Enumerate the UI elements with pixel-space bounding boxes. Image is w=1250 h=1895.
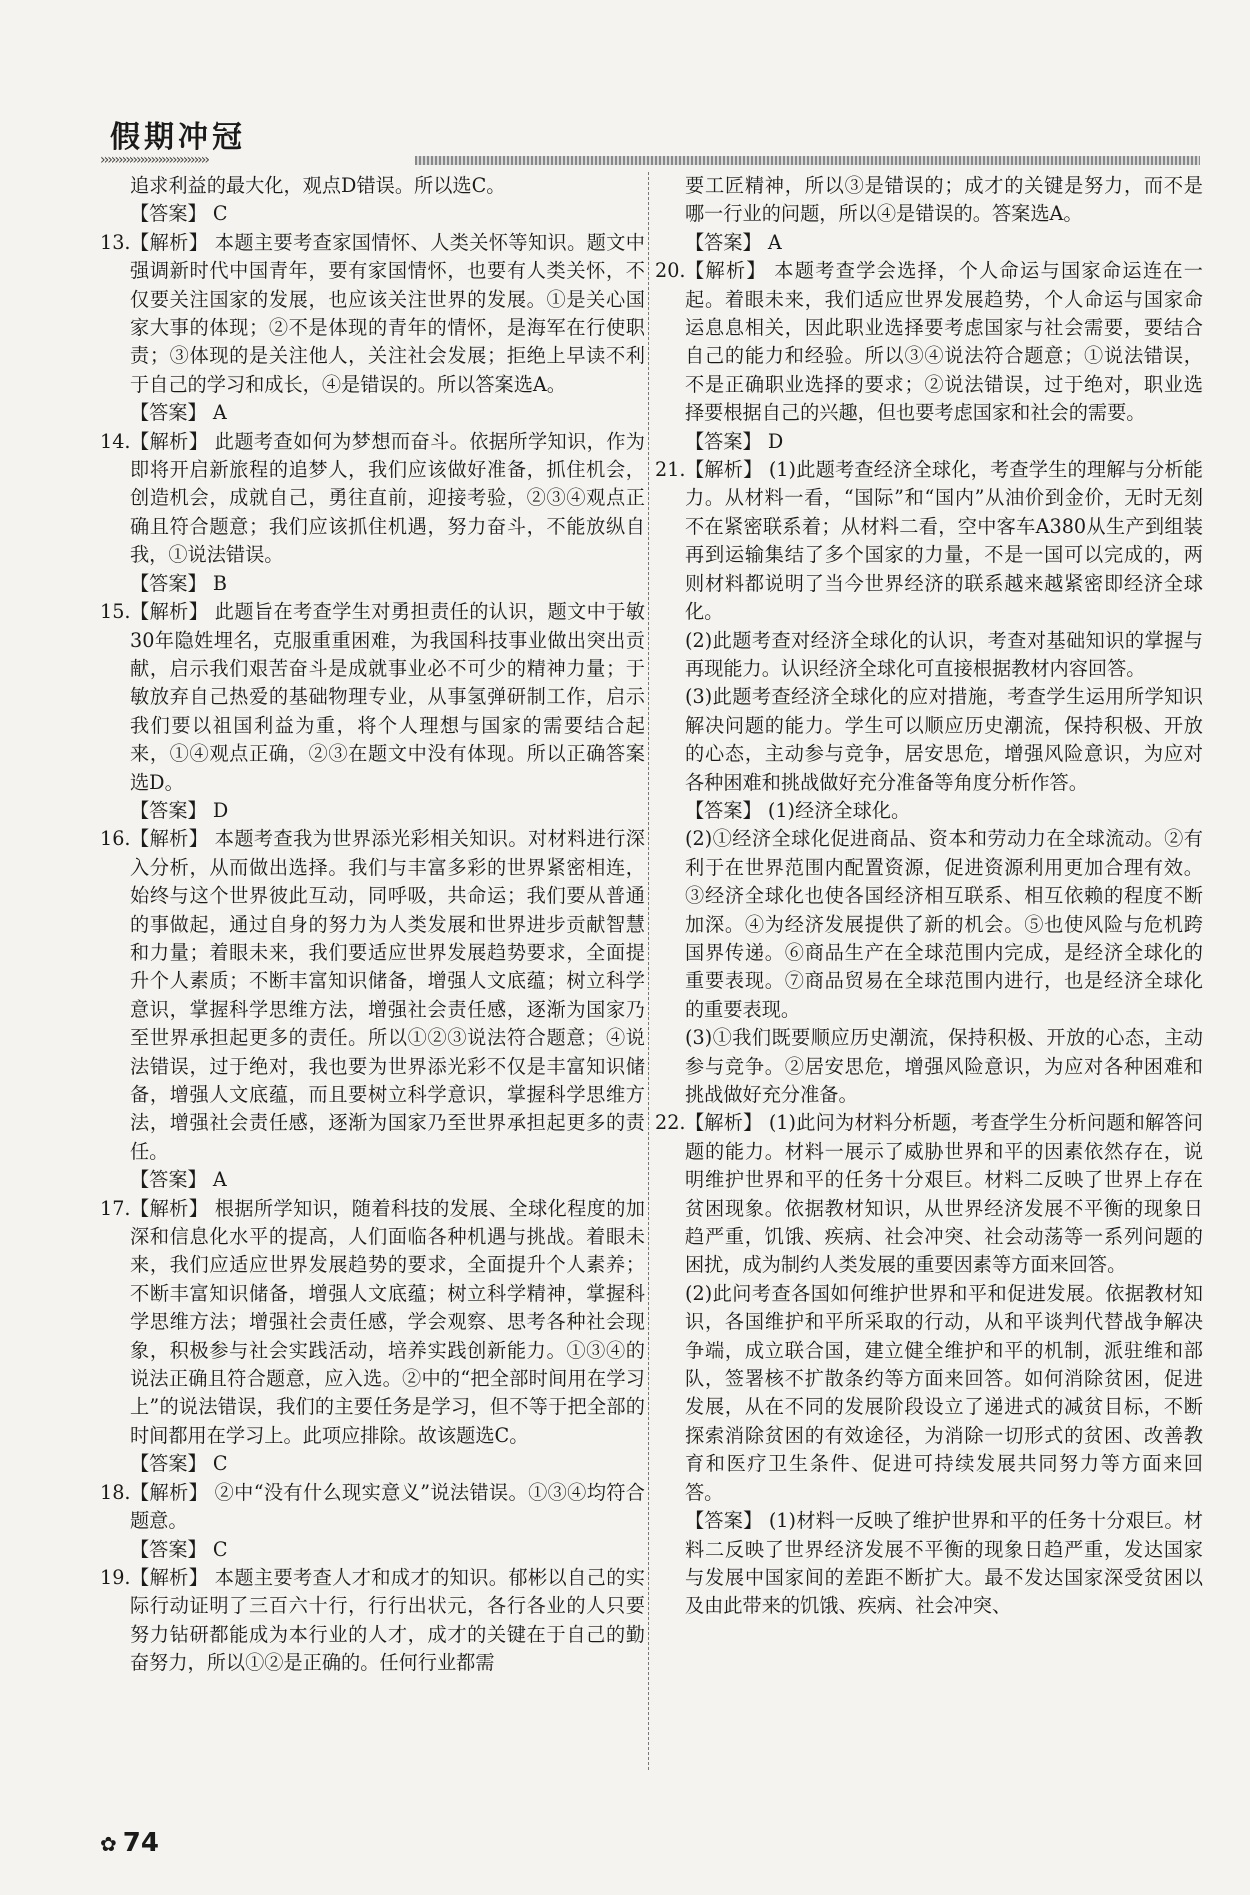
paragraph [100, 1166, 645, 1194]
paragraph [655, 1507, 1203, 1621]
paragraph-text: 【解析】 (1)此问为材料分析题，考查学生分析问题和解答问题的能力。材料一展示了威胁世界和平的因素依然存在，说明维护世界和平的任务十分艰巨。材料二反映了世界上存在贫困现象。依据教材知识，从世界经济发展不平衡的现象日趋严重，饥饿、疾病、社会冲突、社会动荡等一系列问题的困扰，成为制约人类发展的重要因素等方面来回答。 [685, 1111, 1203, 1277]
paragraph-text: 【答案】 A [130, 1168, 227, 1192]
paragraph-text: (2)此题考查对经济全球化的认识，考查对基础知识的掌握与再现能力。认识经济全球化可直接根据教材内容回答。 [685, 628, 1203, 680]
paragraph-text: 【答案】 C [130, 1537, 228, 1561]
paragraph-text: 【解析】 本题主要考查人才和成才的知识。郁彬以自己的实际行动证明了三百六十行，行行出状元，各行各业的人只要努力钻研都能成为本行业的人才，成才的关键在于自己的勤奋努力，所以①②是正确的。任何行业都需 [130, 1565, 645, 1675]
paragraph-text: 要工匠精神，所以③是错误的；成才的关键是努力，而不是哪一行业的问题，所以④是错误的。答案选A。 [685, 174, 1203, 226]
paragraph [100, 200, 645, 228]
paragraph-text: 【解析】 此题考查如何为梦想而奋斗。依据所学知识，作为即将开启新旅程的追梦人，我们应该做好准备，抓住机会，创造机会，成就自己，勇往直前，迎接考验，②③④观点正确且符合题意；我们应该抓住机遇，努力奋斗，不能放纵自我，①说法错误。 [130, 429, 645, 567]
question-number: 20. [655, 259, 686, 283]
paragraph [655, 428, 1203, 456]
paragraph [655, 1280, 1203, 1507]
paragraph-text: 【解析】 根据所学知识，随着科技的发展、全球化程度的加深和信息化水平的提高，人们面临各种机遇与挑战。着眼未来，我们应适应世界发展趋势的要求，全面提升个人素养；不断丰富知识储备，增强人文底蕴；树立科学精神，掌握科学思维方法；增强社会责任感，学会观察、思考各种社会现象，积极参与社会实践活动，培养实践创新能力。①③④的说法正确且符合题意，应入选。②中的“把全部时间用在学习上”的说法错误，我们的主要任务是学习，但不等于把全部的时间都用在学习上。此项应排除。故该题选C。 [130, 1196, 645, 1447]
paragraph [100, 229, 645, 399]
paragraph-text: 【答案】 A [685, 230, 782, 254]
question-number: 14. [100, 429, 131, 453]
question-number: 21. [655, 458, 686, 482]
paragraph-text: 【答案】 D [130, 798, 229, 822]
paragraph-text: (2)①经济全球化促进商品、资本和劳动力在全球流动。②有利于在世界范围内配置资源，促进资源利用更加合理有效。③经济全球化也使各国经济相互联系、相互依赖的程度不断加深。④为经济发展提供了新的机会。⑤也使风险与危机跨国界传递。⑥商品生产在全球范围内完成，是经济全球化的重要表现。⑦商品贸易在全球范围内进行，也是经济全球化的重要表现。 [685, 827, 1203, 1021]
question-number: 15. [100, 600, 131, 624]
right-column [655, 172, 1203, 1621]
paragraph-text: 【解析】 本题考查我为世界添光彩相关知识。对材料进行深入分析，从而做出选择。我们与丰富多彩的世界紧密相连，始终与这个世界彼此互动，同呼吸，共命运；我们要从普通的事做起，通过自身的努力为人类发展和世界进步贡献智慧和力量；着眼未来，我们要适应世界发展趋势要求，全面提升个人素质；不断丰富知识储备，增强人文底蕴；树立科学意识，掌握科学思维方法，增强社会责任感，逐渐为国家乃至世界承担起更多的责任。所以①②③说法符合题意；④说法错误，过于绝对，我也要为世界添光彩不仅是丰富知识储备，增强人文底蕴，而且要树立科学意识，掌握科学思维方法，增强社会责任感，逐渐为国家乃至世界承担起更多的责任。 [130, 827, 645, 1163]
paragraph [655, 229, 1203, 257]
page-number-text: 74 [122, 1828, 159, 1858]
question-number: 18. [100, 1480, 131, 1504]
paragraph [100, 399, 645, 427]
paragraph [100, 1564, 645, 1678]
paragraph [100, 598, 645, 797]
paragraph [655, 627, 1203, 684]
question-number: 17. [100, 1196, 131, 1220]
paragraph-text: 【答案】 A [130, 401, 227, 425]
paragraph [100, 825, 645, 1166]
paragraph-text: 【答案】 (1)材料一反映了维护世界和平的任务十分艰巨。材料二反映了世界经济发展不平衡的现象日趋严重，发达国家与发展中国家间的差距不断扩大。最不发达国家深受贫困以及由此带来的饥饿、疾病、社会冲突、 [685, 1509, 1203, 1618]
question-number: 22. [655, 1111, 686, 1135]
paragraph [655, 257, 1203, 427]
paragraph [655, 683, 1203, 797]
paragraph-text: 【解析】 本题主要考查家国情怀、人类关怀等知识。题文中强调新时代中国青年，要有家国情怀，也要有人类关怀，不仅要关注国家的发展，也应该关注世界的发展。①是关心国家大事的体现；②不是体现的青年的情怀，是海军在行使职责；③体现的是关注他人，关注社会发展；拒绝上早读不利于自己的学习和成长，④是错误的。所以答案选A。 [130, 230, 645, 396]
paragraph-text: (3)此题考查经济全球化的应对措施，考查学生运用所学知识解决问题的能力。学生可以顺应历史潮流，保持积极、开放的心态，主动参与竞争，居安思危，增强风险意识，为应对各种困难和挑战做好充分准备等角度分析作答。 [685, 685, 1203, 794]
paragraph [100, 1479, 645, 1536]
paragraph [655, 172, 1203, 229]
question-number: 16. [100, 827, 131, 851]
paragraph [100, 1536, 645, 1564]
page-header [100, 112, 1200, 172]
paragraph [100, 570, 645, 598]
paragraph [100, 172, 645, 200]
paragraph-text: 【解析】 此题旨在考查学生对勇担责任的认识，题文中于敏30年隐姓埋名，克服重重困难，为我国科技事业做出突出贡献，启示我们艰苦奋斗是成就事业必不可少的精神力量；于敏放弃自己热爱的基础物理专业，从事氢弹研制工作，启示我们要以祖国利益为重，将个人理想与国家的需要结合起来，①④观点正确，②③在题文中没有体现。所以正确答案选D。 [130, 600, 645, 794]
paragraph-text: 追求利益的最大化，观点D错误。所以选C。 [130, 174, 506, 197]
header-chevrons: ›››››››››››››››››››››››››››››› [100, 152, 208, 168]
paragraph [100, 1195, 645, 1451]
paragraph [655, 797, 1203, 825]
question-number: 13. [100, 230, 131, 254]
paragraph [100, 428, 645, 570]
column-divider [648, 172, 649, 1770]
paragraph-text: 【答案】 C [130, 1452, 228, 1476]
paragraph [655, 456, 1203, 626]
paragraph-text: (2)此问考查各国如何维护世界和平和促进发展。依据教材知识，各国维护和平所采取的行动，从和平谈判代替战争解决争端，成立联合国，建立健全维护和平的机制，派驻维和部队，签署核不扩散条约等方面来回答。如何消除贫困，促进发展，从在不同的发展阶段设立了递进式的减贫目标，不断探索消除贫困的有效途径，为消除一切形式的贫困、改善教育和医疗卫生条件、促进可持续发展共同努力等方面来回答。 [685, 1281, 1203, 1504]
page-number [100, 1828, 159, 1858]
paragraph [655, 1024, 1203, 1109]
paragraph [100, 797, 645, 825]
page-number-ornament-icon: ✿ [100, 1832, 117, 1856]
paragraph-text: 【答案】 C [130, 202, 228, 226]
left-column [100, 172, 645, 1678]
paragraph [655, 825, 1203, 1024]
paragraph [100, 1450, 645, 1478]
paragraph [655, 1109, 1203, 1279]
paragraph-text: 【解析】 (1)此题考查经济全球化，考查学生的理解与分析能力。从材料一看，“国际”和“国内”从油价到金价，无时无刻不在紧密联系着；从材料二看，空中客车A380从生产到组装再到运输集结了多个国家的力量，不是一国可以完成的，两则材料都说明了当今世界经济的联系越来越紧密即经济全球化。 [685, 458, 1203, 624]
paragraph-text: 【答案】 D [685, 429, 784, 453]
paragraph-text: 【解析】 ②中“没有什么现实意义”说法错误。①③④均符合题意。 [130, 1480, 645, 1533]
header-rule [415, 156, 1200, 165]
paragraph-text: (3)①我们既要顺应历史潮流，保持积极、开放的心态，主动参与竞争。②居安思危，增强风险意识，为应对各种困难和挑战做好充分准备。 [685, 1026, 1203, 1106]
question-number: 19. [100, 1565, 131, 1589]
paragraph-text: 【答案】 B [130, 571, 227, 595]
paragraph-text: 【答案】 (1)经济全球化。 [685, 798, 911, 822]
paragraph-text: 【解析】 本题考查学会选择，个人命运与国家命运连在一起。着眼未来，我们适应世界发展趋势，个人命运与国家命运息息相关，因此职业选择要考虑国家与社会需要，要结合自己的能力和经验。所以③④说法符合题意；①说法错误，不是正确职业选择的要求；②说法错误，过于绝对，职业选择要根据自己的兴趣，但也要考虑国家和社会的需要。 [685, 259, 1203, 425]
header-title: 假期冲冠 [110, 120, 246, 155]
